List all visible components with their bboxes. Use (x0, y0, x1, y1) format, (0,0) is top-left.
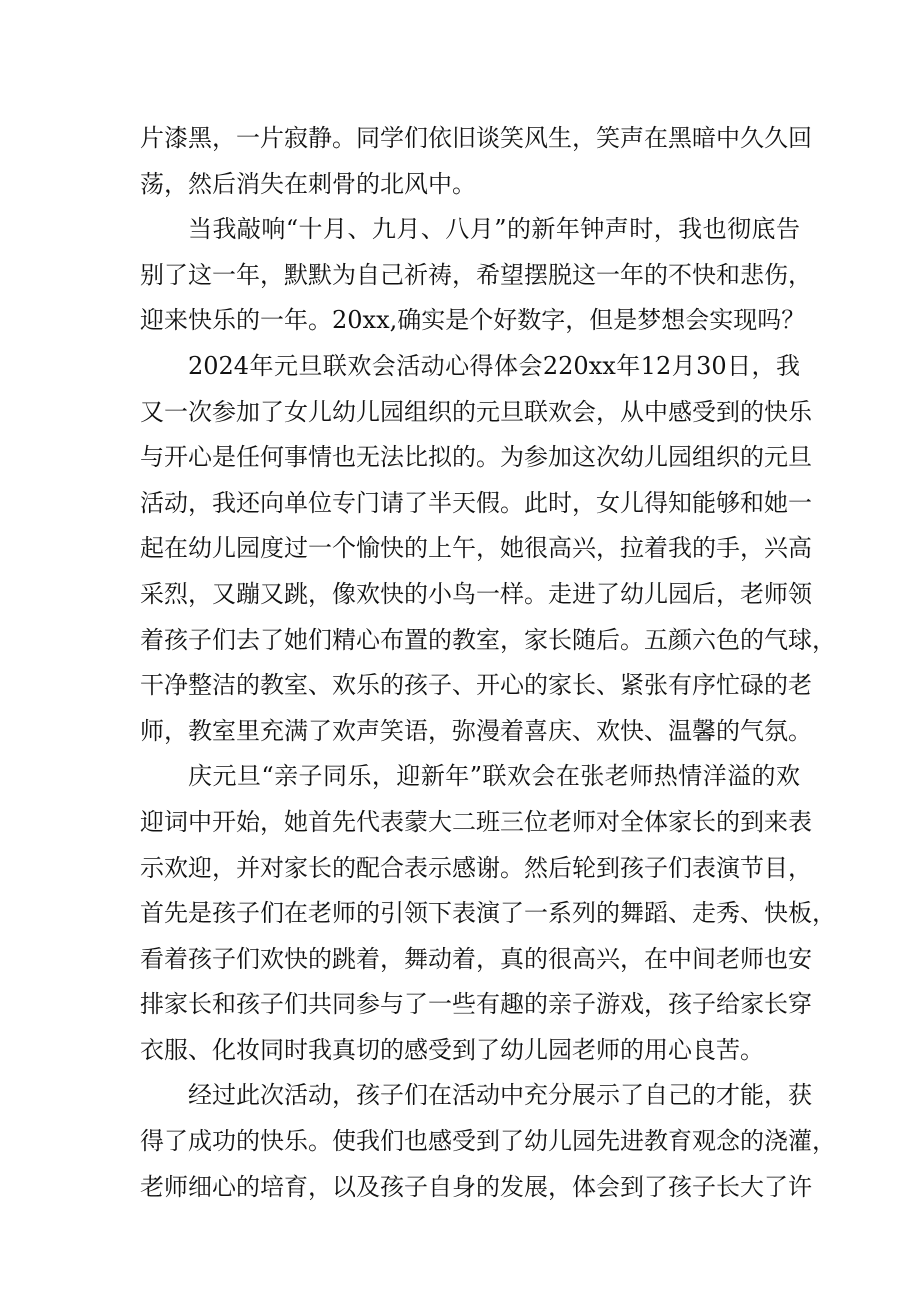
text-line: 首先是孩子们在老师的引领下表演了一系列的舞蹈、走秀、快板， (140, 899, 836, 928)
text-line: 荡，然后消失在刺骨的北风中。 (140, 169, 476, 198)
text-line: 活动，我还向单位专门请了半天假。此时，女儿得知能够和她一 (140, 488, 812, 517)
text-line: 示欢迎，并对家长的配合表示感谢。然后轮到孩子们表演节目， (140, 853, 812, 882)
text-line: 采烈，又蹦又跳，像欢快的小鸟一样。走进了幼儿园后，老师领 (140, 579, 812, 608)
text-line: 着孩子们去了她们精心布置的教室，家长随后。五颜六色的气球， (140, 625, 836, 654)
text-line: 迎来快乐的一年。20xx,确实是个好数字，但是梦想会实现吗？ (140, 306, 806, 335)
text-line: 迎词中开始，她首先代表蒙大二班三位老师对全体家长的到来表 (140, 807, 812, 836)
text-line: 又一次参加了女儿幼儿园组织的元旦联欢会，从中感受到的快乐 (140, 397, 812, 426)
text-line: 衣服、化妆同时我真切的感受到了幼儿园老师的用心良苦。 (140, 1035, 764, 1064)
text-line: 当我敲响“十月、九月、八月”的新年钟声时，我也彻底告 (188, 215, 800, 244)
text-line: 片漆黑，一片寂静。同学们依旧谈笑风生，笑声在黑暗中久久回 (140, 124, 812, 152)
document-body (140, 116, 836, 1210)
text-line: 排家长和孩子们共同参与了一些有趣的亲子游戏，孩子给家长穿 (140, 990, 812, 1019)
text-line: 庆元旦“亲子同乐，迎新年”联欢会在张老师热情洋溢的欢 (188, 762, 800, 791)
text-line: 得了成功的快乐。使我们也感受到了幼儿园先进教育观念的浇灌， (140, 1127, 836, 1156)
text-line: 别了这一年，默默为自己祈祷，希望摆脱这一年的不快和悲伤， (140, 260, 812, 289)
text-line: 师，教室里充满了欢声笑语，弥漫着喜庆、欢快、温馨的气氛。 (140, 716, 812, 745)
text-line: 老师细心的培育，以及孩子自身的发展，体会到了孩子长大了许 (140, 1172, 812, 1201)
text-line: 干净整洁的教室、欢乐的孩子、开心的家长、紧张有序忙碌的老 (140, 671, 812, 700)
text-line: 起在幼儿园度过一个愉快的上午，她很高兴，拉着我的手，兴高 (140, 534, 812, 563)
text-line: 经过此次活动，孩子们在活动中充分展示了自己的才能，获 (188, 1081, 812, 1110)
text-line: 2024年元旦联欢会活动心得体会220xx年12月30日，我 (188, 351, 800, 380)
text-line: 看着孩子们欢快的跳着，舞动着，真的很高兴，在中间老师也安 (140, 944, 812, 973)
text-line: 与开心是任何事情也无法比拟的。为参加这次幼儿园组织的元旦 (140, 443, 812, 472)
